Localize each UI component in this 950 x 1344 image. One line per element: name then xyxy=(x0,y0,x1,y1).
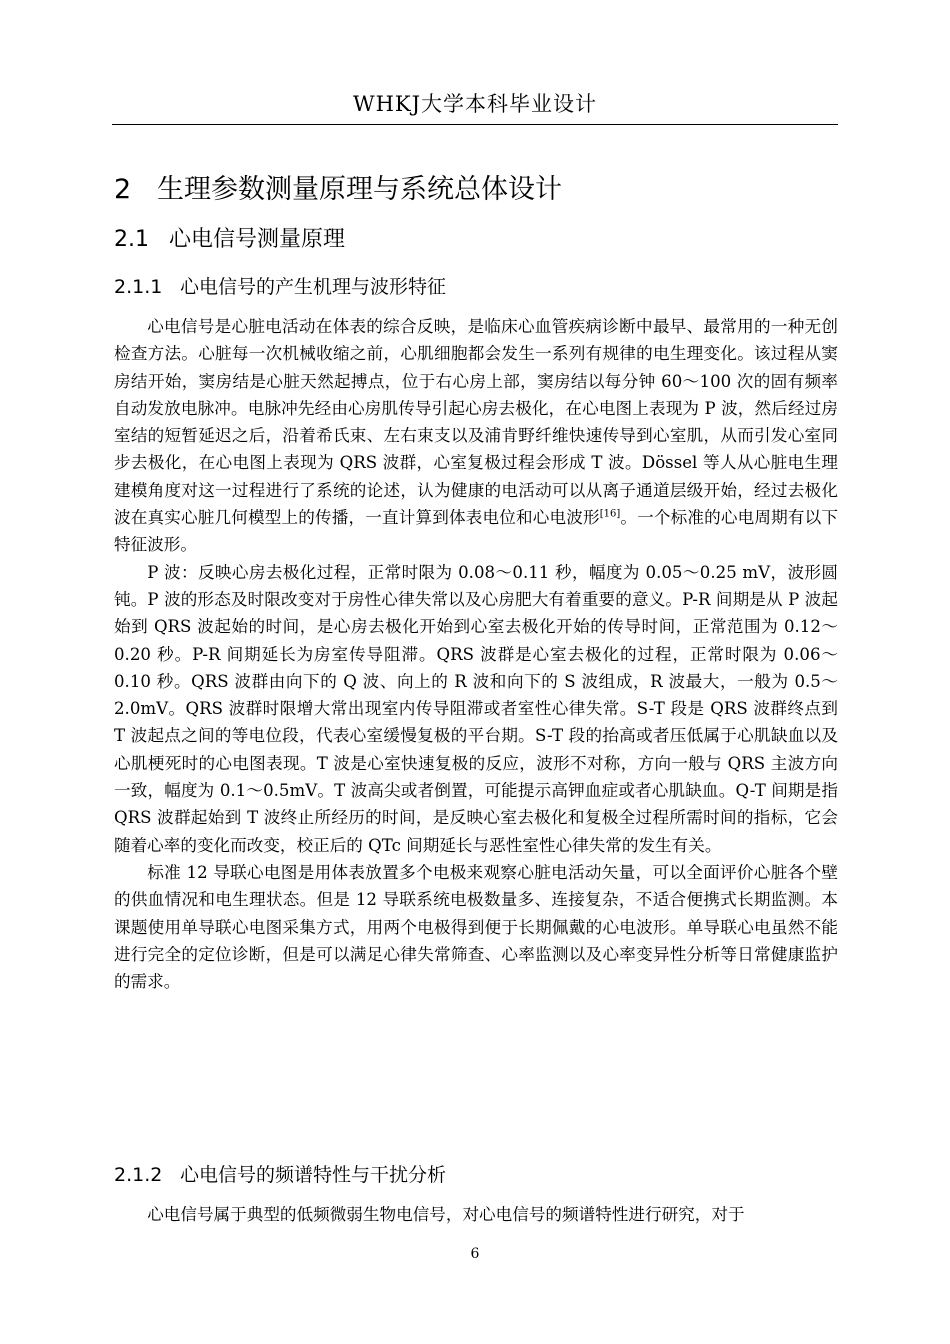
chapter-number: 2 xyxy=(114,174,132,205)
subsection-number-2: 2.1.2 xyxy=(114,1164,163,1186)
body-text-section-2-1-2 xyxy=(114,1201,838,1228)
body-text-section-2-1-1 xyxy=(114,313,838,995)
paragraph-lead-systems: 标准 12 导联心电图是用体表放置多个电极来观察心脏电活动矢量，可以全面评价心脏各个壁的供血情况和电生理状态。但是 12 导联系统电极数量多、连接复杂，不适合便携式长期监测。本课题使用单导联心电图采集方式，用两个电极得到便于长期佩戴的心电波形。单导联心电虽然不能进行完全的定位诊断，但是可以满足心律失常筛查、心率监测以及心率变异性分析等日常健康监护的需求。 xyxy=(114,862,838,992)
chapter-title: 生理参数测量原理与系统总体设计 xyxy=(157,174,562,205)
subsection-heading-1 xyxy=(114,272,446,299)
page-number: 6 xyxy=(470,1246,480,1262)
section-heading xyxy=(114,222,345,253)
subsection-title-1: 心电信号的产生机理与波形特征 xyxy=(180,276,447,298)
running-header: WHKJ大学本科毕业设计 xyxy=(352,92,597,116)
section-title: 心电信号测量原理 xyxy=(169,227,346,252)
subsection-number-1: 2.1.1 xyxy=(114,276,163,298)
subsection-title-2: 心电信号的频谱特性与干扰分析 xyxy=(180,1164,447,1186)
section-number: 2.1 xyxy=(114,227,149,252)
citation-reference: [16] xyxy=(599,508,621,520)
paragraph-text: 。一个标准的心电周期有以下特征波形。 xyxy=(114,508,839,555)
paragraph-spectrum: 心电信号属于典型的低频微弱生物电信号，对心电信号的频谱特性进行研究，对于 xyxy=(147,1205,745,1224)
header-rule xyxy=(112,124,838,125)
paragraph-ecg-generation xyxy=(114,313,838,559)
chapter-heading xyxy=(114,167,562,206)
paragraph-ecg-waves: P 波：反映心房去极化过程，正常时限为 0.08～0.11 秒，幅度为 0.05～0.25 mV，波形圆钝。P 波的形态及时限改变对于房性心律失常以及心房肥大有着重要的意义。P-R 间期是从 P 波起始到 QRS 波起始的时间，是心房去极化开始到心室去极化开始的传导时间，正常范围为 0.12～0.20 秒。P-R 间期延长为房室传导阻滞。QRS 波群是心室去极化的过程，正常时限为 0.06～0.10 秒。QRS 波群由向下的 Q 波、向上的 R 波和向下的 S 波组成，R 波最大，一般为 0.5～2.0mV。QRS 波群时限增大常出现室内传导阻滞或者室性心律失常。S-T 段是 QRS 波群终点到 T 波起点之间的等电位段，代表心室缓慢复极的平台期。S-T 段的抬高或者压低属于心肌缺血以及心肌梗死时的心电图表现。T 波是心室快速复极的反应，波形不对称，方向一般与 QRS 主波方向一致，幅度为 0.1～0.5mV。T 波高尖或者倒置，可能提示高钾血症或者心肌缺血。Q-T 间期是指 QRS 波群起始到 T 波终止所经历的时间，是反映心室去极化和复极全过程所需时间的指标，它会随着心率的变化而改变，校正后的 QTc 间期延长与恶性室性心律失常的发生有关。 xyxy=(114,562,839,855)
paragraph-text: 心电信号是心脏电活动在体表的综合反映，是临床心血管疾病诊断中最早、最常用的一种无创检查方法。心脏每一次机械收缩之前，心肌细胞都会发生一系列有规律的电生理变化。该过程从窦房结开始，窦房结是心脏天然起搏点，位于右心房上部，窦房结以每分钟 60～100 次的固有频率自动发放电脉冲。电脉冲先经由心房肌传导引起心房去极化，在心电图上表现为 P 波，然后经过房室结的短暂延迟之后，沿着希氏束、左右束支以及浦肯野纤维快速传导到心室肌，从而引发心室同步去极化，在心电图上表现为 QRS 波群，心室复极过程会形成 T 波。Dössel 等人从心脏电生理建模角度对这一过程进行了系统的论述，认为健康的电活动可以从离子通道层级开始，经过去极化波在真实心脏几何模型上的传播，一直计算到体表电位和心电波形 xyxy=(114,317,838,528)
subsection-heading-2 xyxy=(114,1160,446,1187)
